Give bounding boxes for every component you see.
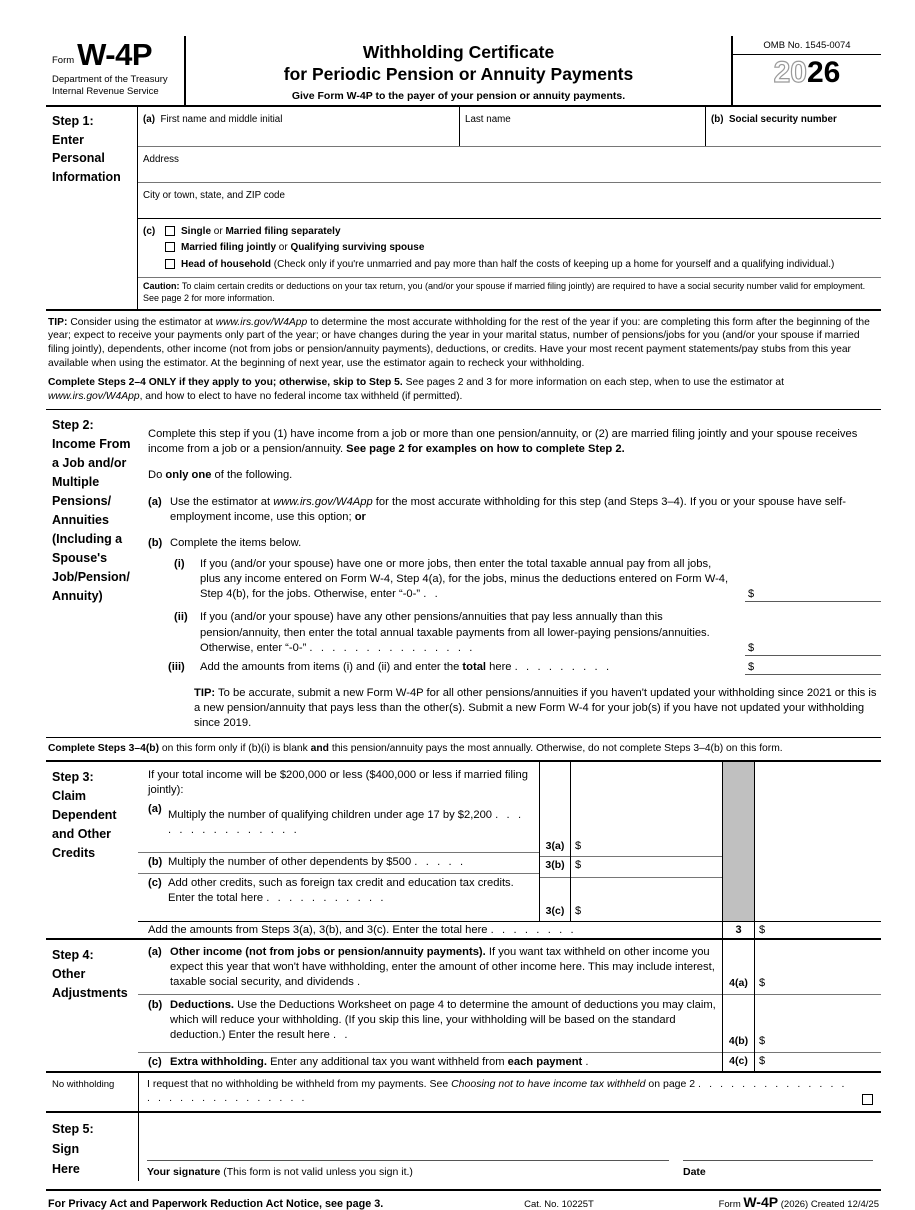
step-4-c-label: 4(c) xyxy=(723,1052,754,1071)
step-3-line-c xyxy=(138,873,539,917)
step-2-option-a-text-b: for the most accurate withholding for this step (and Steps 3–4). If you or your spouse have self-employment income, use this option; xyxy=(170,495,846,523)
step-4-line-a xyxy=(138,940,722,994)
step-4-line-b-marker: (b) xyxy=(148,999,163,1012)
department-block xyxy=(52,74,180,96)
step-2-item-iii-text-a: Add the amounts from items (i) and (ii) and enter the xyxy=(200,660,463,673)
filing-option-row-1 xyxy=(143,241,881,255)
step-3-b-amount[interactable] xyxy=(571,856,722,877)
tip-block xyxy=(46,311,881,410)
no-withholding-italic: Choosing not to have income tax withheld xyxy=(451,1078,646,1091)
step-3-line-b xyxy=(138,852,539,873)
step-4-line-c-bold: Extra withholding. xyxy=(170,1056,267,1069)
no-withholding-section xyxy=(46,1073,881,1113)
tip-text-a: Consider using the estimator at xyxy=(67,316,216,328)
name-row xyxy=(138,107,881,147)
step-2-item-ii-amount[interactable] xyxy=(745,641,881,656)
filing-status-marker: (c) xyxy=(143,225,156,237)
step-4-title-line-0: Other xyxy=(52,967,86,982)
step-3-gray-spacer xyxy=(722,762,754,921)
step-1-title-line-0: Enter xyxy=(52,132,84,147)
step-3-b-label: 3(b) xyxy=(540,856,570,877)
step-2-item-i xyxy=(148,557,879,602)
step-4-line-a-text: If you want tax withheld on other income you expect this year that won't have withholding, enter the amount of other income here. This may include interest, taxable social security, and dividends xyxy=(170,946,715,989)
ssn-label: Social security number xyxy=(728,113,837,125)
step-1-label-col xyxy=(46,107,138,309)
w4p-form xyxy=(46,36,881,1210)
filing-status-block xyxy=(138,219,881,279)
step-3-title-line-2: and Other xyxy=(52,827,112,842)
step-4-label: Step 4: xyxy=(52,948,94,963)
checkbox-head-of-household[interactable] xyxy=(165,259,175,269)
no-withholding-dots: . . . . . . . . . . . . . . . . . . . . . . . . . . . . . xyxy=(147,1078,847,1105)
catalog-number: Cat. No. 10225T xyxy=(524,1199,594,1210)
step-2-item-i-marker: (i) xyxy=(174,558,185,571)
step-2-tip-label: TIP: xyxy=(194,687,216,700)
do-only-bold: only one xyxy=(165,469,212,482)
step-2-label: Step 2: xyxy=(52,417,94,432)
step-3-c-label: 3(c) xyxy=(545,905,565,918)
step-2-intro-bold: See page 2 for examples on how to complete Step 2. xyxy=(346,443,625,456)
note-text-a: on this form only if (b)(i) is blank xyxy=(159,743,311,755)
filing-option-row-2 xyxy=(143,258,881,272)
step-2-item-i-dots: . . xyxy=(423,588,441,601)
step-4-line-b-dots: . . xyxy=(332,1029,351,1042)
step-4-line-c-dots: . xyxy=(585,1056,592,1069)
header-title-block xyxy=(186,36,731,105)
signature-rules xyxy=(147,1160,873,1161)
do-only-a: Do xyxy=(148,469,166,482)
step-3-line-b-marker: (b) xyxy=(148,856,163,869)
address-field[interactable] xyxy=(138,147,881,183)
step-3-line-label-col xyxy=(539,762,570,921)
footer-form-year: (2026) xyxy=(780,1199,809,1210)
privacy-notice: For Privacy Act and Paperwork Reduction Act Notice, see page 3. xyxy=(48,1198,384,1210)
date-line[interactable] xyxy=(683,1160,873,1161)
step-2-title-line-8: Annuity) xyxy=(52,588,103,603)
form-number: W-4P xyxy=(77,37,153,72)
ssn-marker: (b) xyxy=(711,113,724,125)
caution-note xyxy=(138,278,881,308)
step-3-label: Step 3: xyxy=(52,770,94,785)
step-3-total-text xyxy=(138,922,722,938)
step-2-title-line-3: Pensions/ xyxy=(52,493,112,508)
filing-option-2-bold: Head of household xyxy=(181,258,271,270)
complete-steps-text-a: See pages 2 and 3 for more information on each step, when to use the estimator at xyxy=(402,377,784,389)
step-4-b-amount[interactable] xyxy=(755,1035,881,1052)
tip-url: www.irs.gov/W4App xyxy=(215,316,308,328)
step-5-label-col xyxy=(46,1113,138,1189)
step-4-line-a-dots: . xyxy=(356,976,363,989)
no-withholding-text-a: I request that no withholding be withheld from my payments. See xyxy=(147,1078,452,1091)
dept-line-2: Internal Revenue Service xyxy=(52,85,159,97)
step-2-item-ii xyxy=(148,610,879,655)
step-3-title-line-3: Credits xyxy=(52,846,96,861)
step-2-item-iii-amount[interactable] xyxy=(745,660,881,675)
step-2-title-line-4: Annuities xyxy=(52,512,109,527)
step-3-line-c-dots: . . . . . . . . . . . xyxy=(266,892,387,905)
complete-steps-34b-note xyxy=(48,742,879,756)
dollar-sign-icon: $ xyxy=(575,840,582,853)
address-label: Address xyxy=(143,153,179,165)
step-2-item-ii-text: If you (and/or your spouse) have any other pensions/annuities that pay less annually than this pension/annuity, then enter the total annual taxable payments from all lower-paying pensions/annuities. Otherwise, enter “-0-” xyxy=(200,611,710,654)
step-4-line-c-text: Enter any additional tax you want withheld from xyxy=(266,1056,508,1069)
last-name-field[interactable] xyxy=(460,107,706,146)
step-4-amount-col xyxy=(754,940,881,1071)
dollar-sign-icon: $ xyxy=(748,641,755,654)
step-4-line-b-bold: Deductions. xyxy=(170,999,235,1012)
note-bold-2: and xyxy=(310,743,329,755)
filing-option-0-bold2: Married filing separately xyxy=(225,225,341,237)
step-4-line-a-marker: (a) xyxy=(148,946,162,959)
step-3-line-b-dots: . . . . . xyxy=(414,856,466,869)
no-withholding-body xyxy=(138,1073,881,1111)
step-1-label: Step 1: xyxy=(52,113,94,128)
step-4-line-label-col xyxy=(722,940,754,1071)
complete-steps-url: www.irs.gov/W4App xyxy=(48,391,140,403)
filing-option-0-mid: or xyxy=(211,225,226,237)
footer-created-date: Created 12/4/25 xyxy=(810,1199,879,1210)
step-2-item-ii-marker: (ii) xyxy=(174,611,188,624)
step-4-line-c-bold-2: each payment xyxy=(507,1056,583,1069)
step-5-title-line-0: Sign xyxy=(52,1142,80,1157)
step-4-line-b-text: Use the Deductions Worksheet on page 4 to determine the amount of deductions you may claim, which will reduce your withholding. (If you skip this line, your withholding will be based on the standard deduction.) Enter the result here xyxy=(170,999,716,1042)
filing-option-1-bold2: Qualifying surviving spouse xyxy=(290,242,425,254)
step-2-option-a-or: or xyxy=(354,510,366,523)
ssn-field[interactable] xyxy=(706,107,881,146)
step-2-item-iii-dots: . . . . . . . . . xyxy=(514,660,612,673)
step-2-item-iii xyxy=(148,660,879,675)
step-4-title-line-1: Adjustments xyxy=(52,986,128,1001)
step-2-tip-text: To be accurate, submit a new Form W-4P for all other pensions/annuities if you haven't updated your withholding since 2021 or this is a new pension/annuity that pays less than the other(s). Submit a new Form W-4 for your job(s) if you have not updated your withholding since 2019. xyxy=(194,687,877,730)
last-name-label: Last name xyxy=(465,113,511,125)
no-withholding-text xyxy=(147,1078,875,1106)
do-only-b: of the following. xyxy=(211,469,293,482)
filing-option-2-rest: (Check only if you're unmarried and pay more than half the costs of keeping up a home for yourself and a qualifying individual.) xyxy=(271,258,835,270)
signature-labels xyxy=(147,1166,873,1178)
step-4-section xyxy=(46,940,881,1073)
step-4-line-a-bold: Other income (not from jobs or pension/annuity payments). xyxy=(170,946,486,959)
step-1-fields xyxy=(138,107,881,309)
step-3-line-a xyxy=(138,802,539,852)
city-state-zip-field[interactable] xyxy=(138,183,881,219)
dollar-sign-icon: $ xyxy=(748,588,755,601)
date-label: Date xyxy=(683,1166,706,1179)
form-word-label: Form xyxy=(52,54,75,66)
dollar-sign-icon: $ xyxy=(759,1055,766,1068)
dollar-sign-icon: $ xyxy=(759,977,766,990)
step-2-option-a-text-a: Use the estimator at xyxy=(170,495,274,508)
note-text-b: this pension/annuity pays the most annually. Otherwise, do not complete Steps 3–4(b) on this form. xyxy=(328,743,783,755)
tip-text-b: to determine the most accurate withholding for the rest of the year if you: are completing this form after the beginning of the year; expect to receive your payments only part of the year; or have changes during the year in your marital status, number of pensions/jobs for you (and/or your spouse if married filing jointly), dependents, other income (not from jobs or pension/annuity payments), deductions, or credits. Have your most recent payment statements/pay stubs from this year available when using the estimator. At the beginning of next year, use the estimator again to recheck your withholding. xyxy=(48,316,870,369)
form-title-line-2: for Periodic Pension or Annuity Payments xyxy=(283,63,634,84)
step-3-line-a-dots: . . . . . . . . . . . . . . . xyxy=(168,809,524,837)
step-2-item-iii-bold: total xyxy=(462,660,487,673)
step-2-tip xyxy=(148,686,879,731)
first-name-marker: (a) xyxy=(143,113,155,125)
tip-label: TIP: xyxy=(48,316,68,328)
tax-year-prefix: 20 xyxy=(773,56,807,89)
first-name-label: First name and middle initial xyxy=(160,113,283,125)
step-2-do-only-one xyxy=(148,468,879,483)
dollar-sign-icon: $ xyxy=(575,859,582,872)
footer-form-number: W-4P xyxy=(743,1194,779,1210)
dollar-sign-icon: $ xyxy=(759,1035,766,1048)
form-footer xyxy=(46,1191,881,1210)
step-4-line-b xyxy=(138,994,722,1052)
step-2-body xyxy=(138,410,881,738)
first-name-field[interactable] xyxy=(138,107,460,146)
step-3-line-c-text: Add other credits, such as foreign tax credit and education tax credits. Enter the total here xyxy=(168,877,514,905)
step-5-label: Step 5: xyxy=(52,1122,94,1137)
complete-steps-paragraph xyxy=(48,376,879,403)
header-right-block xyxy=(731,36,881,105)
caution-label: Caution: xyxy=(143,281,180,292)
step-5-section xyxy=(46,1113,881,1191)
omb-number: OMB No. 1545-0074 xyxy=(733,36,881,55)
caution-text: To claim certain credits or deductions on your tax return, you (and/or your spouse if married filing jointly) are required to have a social security number valid for employment. See page 2 for more information. xyxy=(143,281,866,303)
step-3-label-col xyxy=(46,762,138,938)
step-2-item-iii-text-b: here xyxy=(486,660,512,673)
form-title-line-1: Withholding Certificate xyxy=(362,42,555,62)
step-2-option-a-url: www.irs.gov/W4App xyxy=(273,495,373,508)
step-2-intro-text: Complete this step if you (1) have income from a job or more than one pension/annuity, or (2) are married filing jointly and your spouse receives income from a job or a pension/annuity. xyxy=(148,427,858,456)
step-1-title-line-2: Information xyxy=(52,170,121,184)
note-bold: Complete Steps 3–4(b) xyxy=(48,743,160,755)
filing-option-1-mid: or xyxy=(276,242,291,254)
signature-line[interactable] xyxy=(147,1160,669,1161)
dollar-sign-icon: $ xyxy=(575,905,582,918)
step-3-line-b-text: Multiply the number of other dependents by $500 xyxy=(168,856,412,869)
step-2-note xyxy=(46,738,881,762)
dollar-sign-icon: $ xyxy=(748,660,755,673)
complete-steps-text-b: , and how to elect to have no federal income tax withheld (if permitted). xyxy=(139,391,463,403)
checkbox-single-married-separately[interactable] xyxy=(165,226,175,236)
step-3-total-dots: . . . . . . . . xyxy=(490,924,577,937)
tax-year xyxy=(774,56,841,89)
dept-line-1: Department of the Treasury xyxy=(52,74,168,86)
step-2-option-b-marker: (b) xyxy=(148,537,163,550)
step-2-title-line-5: (Including a xyxy=(52,531,123,546)
footer-form-word: Form xyxy=(718,1199,741,1210)
step-2-title-line-7: Job/Pension/ xyxy=(52,569,130,584)
step-3-section xyxy=(46,762,881,940)
tax-year-box xyxy=(733,55,881,89)
step-5-title-line-1: Here xyxy=(52,1162,80,1177)
step-3-total-spacer xyxy=(754,762,881,921)
form-subtitle: Give Form W-4P to the payer of your pension or annuity payments. xyxy=(291,89,626,102)
form-identifier xyxy=(52,37,180,72)
step-3-total-line-number: 3 xyxy=(722,922,754,938)
checkbox-no-withholding[interactable] xyxy=(862,1094,873,1105)
step-1-section xyxy=(46,107,881,311)
step-2-title-line-2: Multiple xyxy=(52,474,100,489)
step-4-line-c-marker: (c) xyxy=(148,1056,162,1069)
step-2-title-line-6: Spouse's xyxy=(52,550,108,565)
step-1-title-line-1: Personal xyxy=(52,151,105,166)
step-3-text-col xyxy=(138,762,539,921)
city-label: City or town, state, and ZIP code xyxy=(143,189,285,201)
step-2-option-a-marker: (a) xyxy=(148,495,162,508)
step-4-c-amount[interactable] xyxy=(755,1052,881,1071)
step-3-a-amount[interactable] xyxy=(571,840,722,856)
footer-form-id xyxy=(664,1194,879,1210)
step-4-a-label: 4(a) xyxy=(729,977,748,990)
step-2-option-b xyxy=(148,536,879,551)
tax-year-suffix: 26 xyxy=(807,56,841,89)
filing-option-0-bold: Single xyxy=(181,225,212,237)
step-2-title-line-1: a Job and/or xyxy=(52,455,127,470)
signature-label-bold: Your signature xyxy=(147,1166,221,1179)
step-2-item-ii-dots: . . . . . . . . . . . . . . . xyxy=(309,641,475,654)
form-header xyxy=(46,36,881,107)
step-4-line-c xyxy=(138,1052,722,1071)
step-3-line-a-marker: (a) xyxy=(148,803,162,816)
step-3-total-label-text: Add the amounts from Steps 3(a), 3(b), and 3(c). Enter the total here xyxy=(148,924,488,937)
step-3-intro: If your total income will be $200,000 or less ($400,000 or less if married filing jointly): xyxy=(148,769,528,797)
step-3-total-amount[interactable] xyxy=(754,922,881,938)
step-2-label-col xyxy=(46,410,138,738)
step-3-amount-col xyxy=(570,762,722,921)
header-left-block xyxy=(46,36,186,105)
step-5-signature-area xyxy=(138,1113,881,1181)
step-2-title-line-0: Income From xyxy=(52,436,131,451)
dollar-sign-icon: $ xyxy=(759,924,766,937)
step-3-c-amount[interactable] xyxy=(571,905,722,921)
step-3-a-label: 3(a) xyxy=(545,840,565,853)
step-2-option-b-text: Complete the items below. xyxy=(170,537,302,550)
no-withholding-label: No withholding xyxy=(52,1079,115,1091)
complete-steps-bold: Complete Steps 2–4 ONLY if they apply to you; otherwise, skip to Step 5. xyxy=(48,377,403,389)
step-2-item-i-text: If you (and/or your spouse) have one or more jobs, then enter the total taxable annual pay from all jobs, plus any income entered on Form W-4, Step 4(a), for the jobs, minus the deductions entered on Form W-4, Step 4(b), for the jobs. Otherwise, enter “-0-” xyxy=(200,558,729,601)
step-3-line-a-text: Multiply the number of qualifying children under age 17 by $2,200 xyxy=(168,809,493,822)
step-4-a-amount[interactable] xyxy=(755,977,881,994)
no-withholding-text-b: on page 2 xyxy=(645,1078,696,1091)
step-4-text-col xyxy=(138,940,722,1071)
step-2-section xyxy=(46,410,881,739)
step-2-item-iii-marker: (iii) xyxy=(168,660,185,673)
filing-option-1-bold: Married filing jointly xyxy=(181,242,277,254)
step-4-label-col xyxy=(46,940,138,1071)
step-4-b-label: 4(b) xyxy=(728,1035,749,1048)
signature-label xyxy=(147,1166,669,1178)
step-3-title-line-1: Dependent xyxy=(52,808,117,823)
filing-option-row-0 xyxy=(143,225,881,239)
step-3-title-line-0: Claim xyxy=(52,789,87,804)
step-2-item-i-amount[interactable] xyxy=(745,587,881,602)
step-2-option-a xyxy=(148,495,879,525)
signature-label-rest: (This form is not valid unless you sign it.) xyxy=(220,1166,413,1179)
tip-paragraph xyxy=(48,316,879,371)
step-2-intro xyxy=(148,427,879,457)
step-3-line-c-marker: (c) xyxy=(148,877,162,890)
checkbox-married-jointly[interactable] xyxy=(165,242,175,252)
